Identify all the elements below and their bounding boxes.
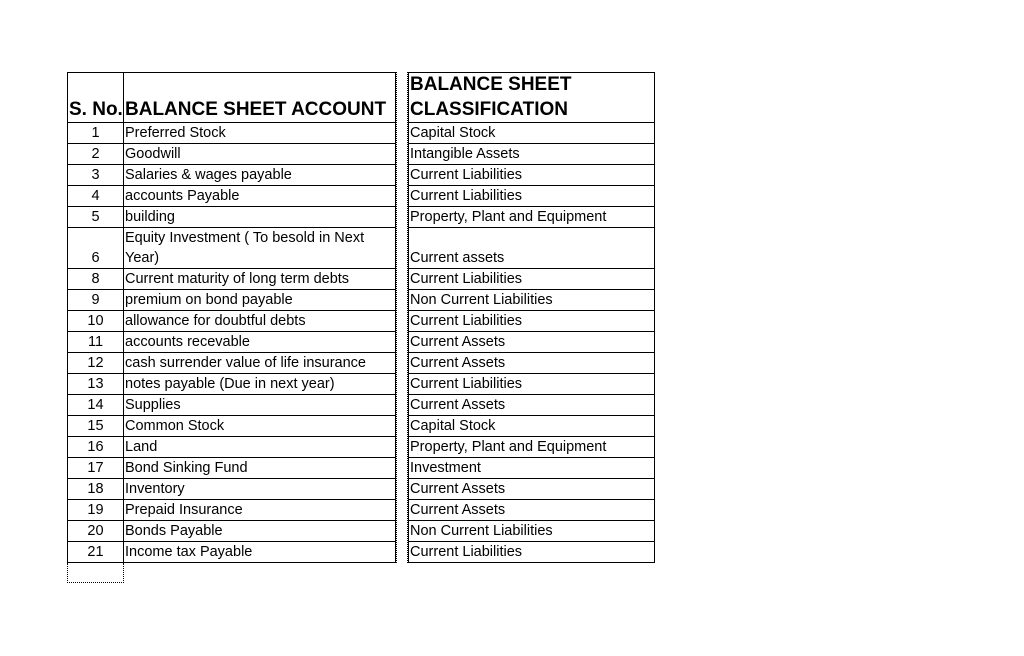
sno-cell <box>67 395 124 416</box>
sno-cell-text: 4 <box>91 188 100 204</box>
classification-cell-text: Current Liabilities <box>410 376 523 392</box>
account-cell-text: accounts Payable <box>125 188 240 204</box>
classification-cell <box>408 332 655 353</box>
account-cell <box>123 144 396 165</box>
account-cell <box>123 500 396 521</box>
account-cell <box>123 437 396 458</box>
classification-cell-text: Current Assets <box>410 355 506 371</box>
sno-cell <box>67 374 124 395</box>
sno-cell-text: 2 <box>91 146 100 162</box>
classification-cell <box>408 416 655 437</box>
sno-cell-text: 13 <box>87 376 104 392</box>
account-cell-text: Bonds Payable <box>125 523 223 539</box>
account-cell-text: Inventory <box>125 481 185 497</box>
account-cell-text: Current maturity of long term debts <box>125 271 350 287</box>
sno-cell-text: 9 <box>91 292 100 308</box>
column-gap <box>396 72 408 563</box>
sno-cell <box>67 186 124 207</box>
sno-cell <box>67 437 124 458</box>
classification-cell <box>408 353 655 374</box>
account-cell-text: allowance for doubtful debts <box>125 313 306 329</box>
account-cell-text: accounts recevable <box>125 334 250 350</box>
sno-cell <box>67 311 124 332</box>
account-cell <box>123 290 396 311</box>
account-cell <box>123 186 396 207</box>
account-cell-text: cash surrender value of life insurance <box>125 355 366 371</box>
sno-cell-text: 1 <box>91 125 100 141</box>
classification-cell <box>408 542 655 563</box>
selected-empty-cell[interactable] <box>67 563 124 583</box>
header-account-label: BALANCE SHEET ACCOUNT <box>125 99 387 120</box>
account-cell-text: premium on bond payable <box>125 292 293 308</box>
account-cell-text: Land <box>125 439 158 455</box>
classification-cell <box>408 395 655 416</box>
classification-cell <box>408 123 655 144</box>
sno-cell-text: 14 <box>87 397 104 413</box>
sno-cell-text: 3 <box>91 167 100 183</box>
classification-cell <box>408 269 655 290</box>
account-cell <box>123 521 396 542</box>
sno-cell-text: 10 <box>87 313 104 329</box>
classification-cell-text: Property, Plant and Equipment <box>410 209 607 225</box>
account-cell <box>123 269 396 290</box>
account-cell <box>123 332 396 353</box>
sno-cell <box>67 521 124 542</box>
classification-cell-text: Non Current Liabilities <box>410 292 553 308</box>
sno-cell-text: 20 <box>87 523 104 539</box>
sno-cell <box>67 416 124 437</box>
classification-cell-text: Current Assets <box>410 397 506 413</box>
account-cell <box>123 416 396 437</box>
classification-cell-text: Current Liabilities <box>410 188 523 204</box>
classification-cell-text: Current assets <box>410 250 505 266</box>
classification-cell-text: Capital Stock <box>410 418 496 434</box>
classification-cell-text: Property, Plant and Equipment <box>410 439 607 455</box>
account-cell-text: Goodwill <box>125 146 181 162</box>
classification-cell <box>408 228 655 269</box>
sno-cell-text: 15 <box>87 418 104 434</box>
header-sno-label: S. No. <box>69 99 123 120</box>
account-cell <box>123 228 396 269</box>
sno-cell-text: 12 <box>87 355 104 371</box>
account-cell-text: Preferred Stock <box>125 125 226 141</box>
header-classification-label: BALANCE SHEET CLASSIFICATION <box>410 74 572 120</box>
classification-cell-text: Current Assets <box>410 481 506 497</box>
classification-cell <box>408 458 655 479</box>
account-cell-text: Bond Sinking Fund <box>125 460 248 476</box>
classification-cell <box>408 521 655 542</box>
account-cell <box>123 123 396 144</box>
account-cell <box>123 165 396 186</box>
sno-cell-text: 5 <box>91 209 100 225</box>
account-cell <box>123 395 396 416</box>
classification-cell <box>408 186 655 207</box>
classification-cell <box>408 207 655 228</box>
classification-cell <box>408 165 655 186</box>
classification-cell-text: Current Assets <box>410 502 506 518</box>
classification-cell-text: Current Liabilities <box>410 271 523 287</box>
header-classification <box>408 72 655 123</box>
sno-cell <box>67 542 124 563</box>
classification-cell-text: Non Current Liabilities <box>410 523 553 539</box>
classification-cell <box>408 437 655 458</box>
account-cell-text: Income tax Payable <box>125 544 253 560</box>
sno-cell-text: 16 <box>87 439 104 455</box>
sno-cell <box>67 290 124 311</box>
sno-cell <box>67 165 124 186</box>
sno-cell <box>67 479 124 500</box>
account-cell-text: Supplies <box>125 397 181 413</box>
classification-cell <box>408 374 655 395</box>
sno-cell <box>67 228 124 269</box>
account-cell <box>123 542 396 563</box>
account-cell <box>123 479 396 500</box>
account-cell-text: notes payable (Due in next year) <box>125 376 335 392</box>
classification-cell-text: Capital Stock <box>410 125 496 141</box>
classification-cell-text: Investment <box>410 460 481 476</box>
classification-cell-text: Current Liabilities <box>410 167 523 183</box>
classification-cell-text: Current Liabilities <box>410 313 523 329</box>
sno-cell <box>67 207 124 228</box>
sno-cell-text: 6 <box>91 250 100 266</box>
sno-cell-text: 11 <box>87 334 104 350</box>
classification-cell-text: Current Assets <box>410 334 506 350</box>
account-cell-text: building <box>125 209 175 225</box>
account-cell-text: Common Stock <box>125 418 225 434</box>
account-cell-text: Equity Investment ( To besold in Next Year) <box>125 230 365 266</box>
header-account <box>123 72 396 123</box>
sno-cell-text: 17 <box>87 460 104 476</box>
sno-cell <box>67 269 124 290</box>
classification-cell <box>408 479 655 500</box>
classification-cell <box>408 311 655 332</box>
sno-cell <box>67 458 124 479</box>
sno-cell <box>67 353 124 374</box>
sno-cell <box>67 500 124 521</box>
sno-cell-text: 19 <box>87 502 104 518</box>
sno-cell <box>67 332 124 353</box>
account-cell <box>123 353 396 374</box>
classification-cell <box>408 500 655 521</box>
classification-cell <box>408 144 655 165</box>
account-cell <box>123 311 396 332</box>
sno-cell-text: 18 <box>87 481 104 497</box>
account-cell-text: Salaries & wages payable <box>125 167 292 183</box>
classification-cell-text: Current Liabilities <box>410 544 523 560</box>
sno-cell <box>67 144 124 165</box>
classification-cell <box>408 290 655 311</box>
account-cell <box>123 207 396 228</box>
header-sno <box>67 72 124 123</box>
sno-cell-text: 21 <box>87 544 104 560</box>
sno-cell <box>67 123 124 144</box>
account-cell-text: Prepaid Insurance <box>125 502 243 518</box>
account-cell <box>123 374 396 395</box>
sno-cell-text: 8 <box>91 271 100 287</box>
account-cell <box>123 458 396 479</box>
classification-cell-text: Intangible Assets <box>410 146 520 162</box>
